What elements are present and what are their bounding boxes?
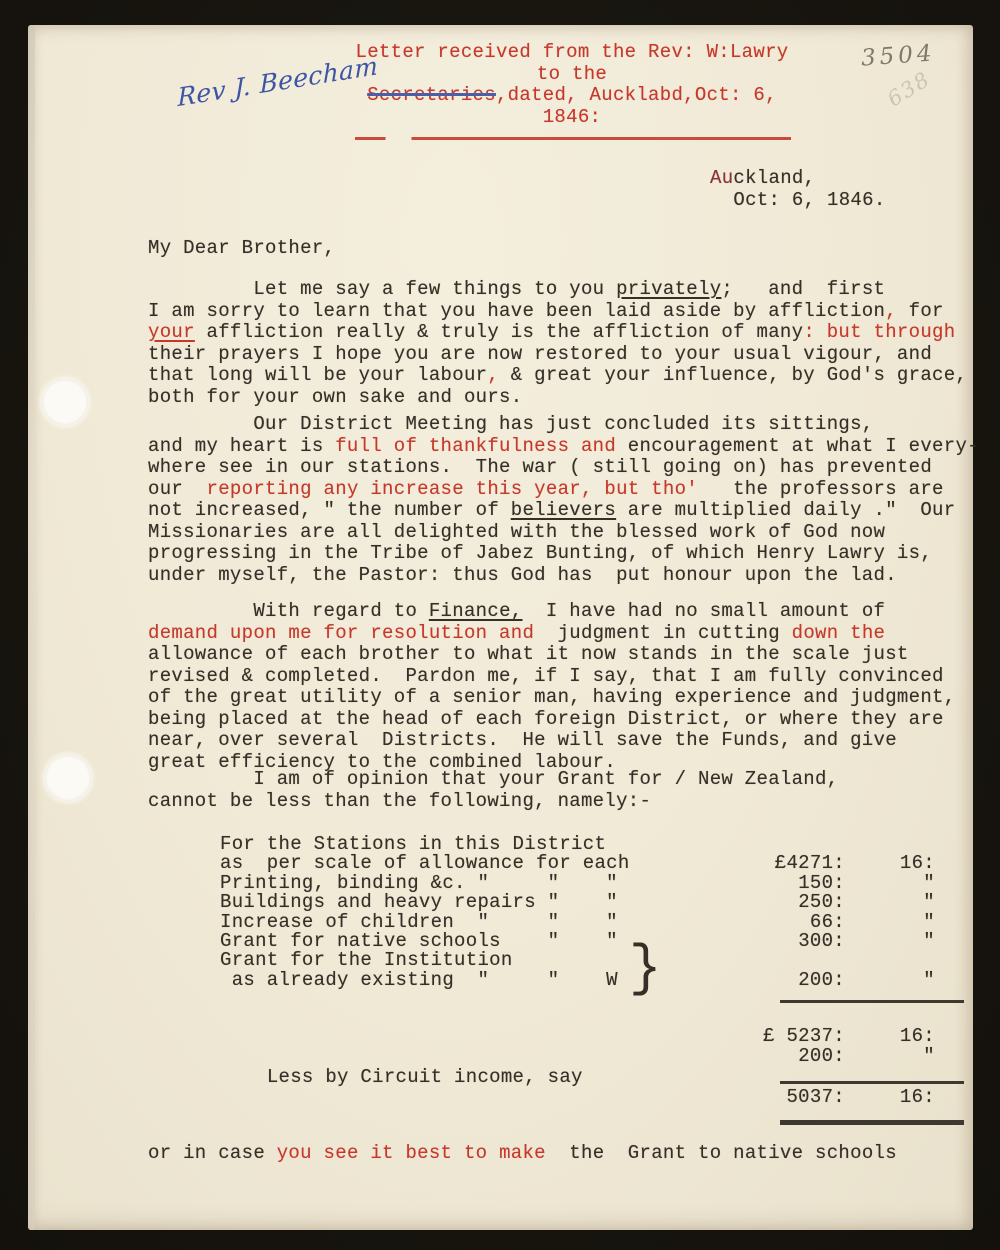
row-shillings: " bbox=[923, 910, 935, 933]
table-row bbox=[148, 893, 970, 912]
row-shillings: " bbox=[923, 968, 935, 991]
text-segment: their prayers I hope you are now restored to your usual vigour, and bbox=[148, 342, 933, 365]
row-label: Grant for the Institution bbox=[220, 949, 513, 972]
text-segment: your bbox=[148, 321, 195, 343]
text-line bbox=[148, 1143, 970, 1165]
row-amount: £4271: bbox=[774, 852, 845, 875]
text-line bbox=[148, 322, 970, 344]
row-label: as already existing " " W bbox=[220, 968, 618, 991]
text-segment: demand upon me for resolution and bbox=[148, 621, 535, 644]
text-line bbox=[148, 644, 970, 666]
text-segment: or in case bbox=[148, 1142, 277, 1164]
totals-rule-bottom bbox=[780, 1120, 964, 1125]
text-line bbox=[148, 387, 970, 409]
totals-net-row bbox=[148, 1087, 970, 1108]
text-segment: near, over several Districts. He will save the Funds, and give bbox=[148, 729, 897, 751]
row-label: Printing, binding &c. " " " bbox=[220, 871, 618, 894]
text-segment: and my heart is bbox=[148, 434, 336, 457]
text-segment: affliction really & truly is the affliction of many bbox=[194, 321, 804, 343]
text-line bbox=[148, 365, 970, 387]
text-line bbox=[272, 42, 872, 64]
table-brace: } bbox=[629, 937, 662, 1002]
text-line bbox=[148, 434, 979, 458]
row-shillings: " bbox=[923, 871, 935, 894]
text-segment: ckland, bbox=[733, 167, 816, 189]
pencil-catalog-number: 3504 bbox=[860, 40, 937, 72]
gross-amount: £ 5237: bbox=[763, 1025, 845, 1047]
row-label: as per scale of allowance for each bbox=[220, 852, 630, 875]
text-segment: ; and first bbox=[721, 278, 886, 300]
text-segment: both for your own sake and ours. bbox=[148, 385, 523, 408]
punch-hole-top bbox=[42, 379, 88, 425]
row-amount: 150: bbox=[798, 871, 845, 894]
text-segment: the professors are bbox=[698, 477, 944, 500]
table-row bbox=[148, 951, 970, 970]
text-segment: Au bbox=[710, 167, 734, 189]
text-segment: revised & completed. Pardon me, if I say, that I am fully convinced bbox=[148, 664, 944, 687]
text-segment: Our District Meeting has just concluded its sittings, bbox=[148, 413, 874, 435]
totals-less-row bbox=[148, 1045, 970, 1088]
row-amount: 300: bbox=[798, 929, 845, 952]
paragraph-4 bbox=[148, 769, 970, 812]
text-segment: of the great utility of a senior man, having experience and judgment, bbox=[148, 686, 956, 708]
text-segment: the Grant to native schools bbox=[545, 1142, 897, 1164]
text-line bbox=[148, 344, 970, 366]
text-segment: 1846: bbox=[542, 105, 602, 128]
text-segment: are multiplied daily ." Our bbox=[616, 499, 956, 521]
text-line bbox=[148, 565, 970, 587]
row-amount: 66: bbox=[809, 910, 845, 933]
text-line bbox=[148, 687, 970, 709]
row-shillings: 16: bbox=[899, 852, 935, 875]
text-segment: you see it best to make bbox=[276, 1142, 546, 1164]
text-segment: where see in our stations. The war ( still going on) has prevented bbox=[148, 456, 933, 478]
text-segment: great efficiency to the combined labour. bbox=[148, 750, 617, 773]
text-segment: not increased, " the number of bbox=[148, 499, 511, 521]
text-segment: believers bbox=[510, 499, 617, 521]
less-amount: 200: bbox=[798, 1045, 845, 1067]
text-line bbox=[148, 457, 970, 479]
closing-line bbox=[148, 1143, 970, 1165]
text-segment: : but through bbox=[803, 321, 956, 343]
text-segment: reporting any increase this year, but tho' bbox=[206, 477, 698, 500]
letter-page bbox=[28, 25, 979, 1230]
text-segment: down the bbox=[791, 621, 886, 644]
totals-rule-top bbox=[780, 1000, 964, 1003]
text-segment: With regard to bbox=[148, 600, 429, 622]
row-shillings: " bbox=[923, 929, 935, 952]
text-segment: & great your influence, by God's grace, bbox=[499, 364, 968, 386]
text-segment: , bbox=[487, 364, 500, 386]
text-line bbox=[148, 730, 970, 752]
text-line bbox=[148, 601, 970, 623]
row-label: For the Stations in this District bbox=[220, 833, 607, 855]
text-segment: full of thankfulness and bbox=[335, 434, 617, 457]
heading-underline bbox=[355, 137, 791, 140]
text-segment: our bbox=[148, 477, 207, 500]
text-line bbox=[148, 279, 970, 301]
text-line bbox=[148, 543, 970, 565]
text-segment: allowance of each brother to what it now stands in the scale just bbox=[148, 643, 909, 665]
row-label: Grant for native schools " " bbox=[220, 929, 618, 952]
table-row bbox=[148, 968, 970, 991]
text-segment: , bbox=[885, 299, 897, 322]
letter-heading bbox=[272, 42, 872, 128]
row-label: Buildings and heavy repairs " " bbox=[220, 891, 618, 914]
table-row bbox=[148, 854, 970, 873]
text-line bbox=[148, 666, 970, 688]
text-line bbox=[148, 769, 970, 791]
text-line bbox=[148, 500, 970, 522]
text-line bbox=[148, 522, 970, 544]
text-segment: cannot be less than the following, namely:- bbox=[148, 789, 652, 812]
text-segment: I have had no small amount of bbox=[522, 600, 886, 622]
text-segment: to the bbox=[536, 62, 608, 85]
text-segment: Let me say a few things to you bbox=[148, 278, 617, 300]
text-segment: being placed at the head of each foreign District, or where they are bbox=[148, 707, 944, 730]
gross-shillings: 16: bbox=[899, 1025, 935, 1047]
text-segment: Missionaries are all delighted with the blessed work of God now bbox=[148, 520, 886, 543]
salutation: My Dear Brother, bbox=[148, 237, 336, 259]
text-line bbox=[148, 623, 970, 645]
text-segment: Oct: 6, 1846. bbox=[710, 188, 886, 211]
text-segment: I am of opinion that your Grant for / New Zealand, bbox=[148, 768, 839, 790]
text-line bbox=[148, 791, 970, 813]
handwritten-addressee-note: Rev J. Beecham bbox=[177, 51, 379, 113]
text-line bbox=[148, 301, 970, 323]
text-segment: Secretaries bbox=[367, 84, 496, 106]
faint-pencil-number: 638 bbox=[883, 66, 935, 112]
text-segment: privately bbox=[616, 278, 722, 300]
row-label: Increase of children " " " bbox=[220, 910, 618, 933]
text-line bbox=[710, 168, 886, 190]
text-segment: that long will be your labour bbox=[148, 364, 488, 386]
totals-rule-middle bbox=[780, 1081, 964, 1084]
text-segment: under myself, the Pastor: thus God has put honour upon the lad. bbox=[148, 563, 897, 586]
less-shillings: " bbox=[923, 1045, 935, 1067]
net-amount: 5037: bbox=[786, 1086, 845, 1108]
dateline bbox=[710, 168, 886, 211]
text-segment: progressing in the Tribe of Jabez Bunting, of which Henry Lawry is, bbox=[148, 542, 933, 564]
text-line bbox=[272, 64, 872, 86]
text-segment: Letter received from the Rev: W:Lawry bbox=[355, 41, 789, 63]
row-amount: 250: bbox=[798, 891, 845, 914]
text-segment: Finance, bbox=[428, 600, 523, 622]
row-shillings: " bbox=[923, 891, 935, 914]
paragraph-2 bbox=[148, 413, 979, 586]
grant-estimate-table bbox=[148, 835, 970, 990]
row-amount: 200: bbox=[798, 968, 845, 991]
text-segment: encouragement at what I every- bbox=[616, 434, 979, 457]
less-label: Less by Circuit income, say bbox=[266, 1066, 583, 1088]
text-line bbox=[148, 414, 970, 436]
text-line bbox=[148, 479, 970, 501]
text-segment: judgment in cutting bbox=[534, 621, 792, 644]
paragraph-1 bbox=[148, 279, 970, 408]
punch-hole-bottom bbox=[45, 755, 91, 801]
totals-gross-row bbox=[148, 1026, 970, 1047]
text-segment: I am sorry to learn that you have been laid aside by affliction bbox=[148, 299, 886, 322]
text-line bbox=[272, 107, 872, 129]
text-segment: ,dated, Aucklabd,Oct: 6, bbox=[495, 84, 777, 106]
net-shillings: 16: bbox=[899, 1086, 935, 1108]
text-line bbox=[148, 709, 970, 731]
text-segment: for bbox=[896, 299, 944, 322]
text-line bbox=[272, 85, 872, 107]
text-line bbox=[710, 190, 886, 212]
paragraph-3 bbox=[148, 601, 970, 773]
